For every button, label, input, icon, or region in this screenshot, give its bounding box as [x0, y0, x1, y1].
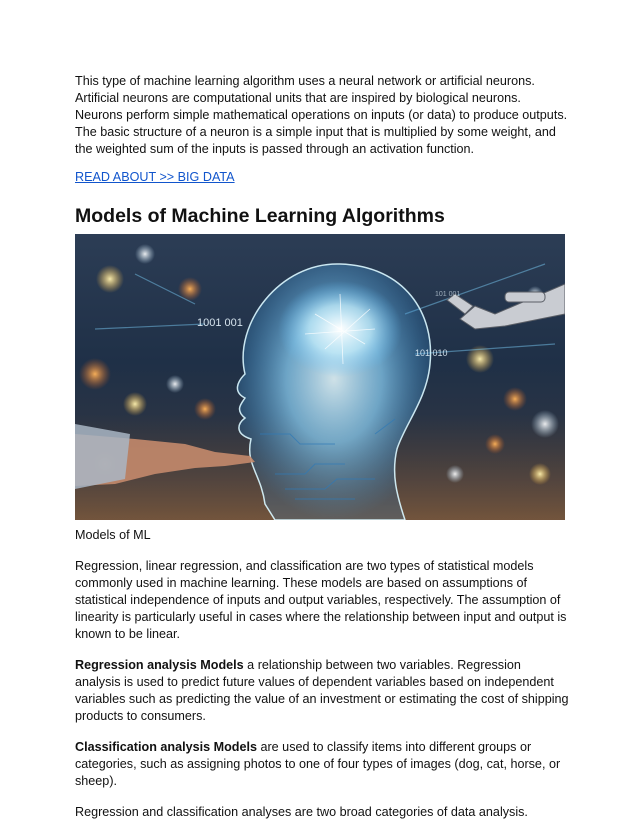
- big-data-link[interactable]: READ ABOUT >> BIG DATA: [75, 170, 235, 184]
- regression-text: a relationship between two variables. Regression analysis is used to predict future values of dependent variables based on independent variables such as predicting the value of an investment or estimating the cost of shipping products to consumers.: [75, 658, 569, 723]
- intro-paragraph: This type of machine learning algorithm uses a neural network or artificial neurons. Artificial neurons are computational units that are inspired by biological neurons. Neurons perform simple mathematical operations on inputs (or data) to produce outputs. The basic structure of a neuron is a simple input that is multiplied by some weight, and the weighted sum of the inputs is passed through an activation function.: [75, 74, 568, 156]
- regression-term: Regression analysis Models: [75, 658, 244, 672]
- classification-term: Classification analysis Models: [75, 740, 257, 754]
- binary-text-top: 101 001: [435, 291, 461, 298]
- ai-head-illustration: [75, 234, 565, 520]
- classification-paragraph: [75, 739, 569, 790]
- models-paragraph: Regression, linear regression, and classification are two types of statistical models commonly used in machine learning. These models are based on assumptions of statistical independence of inputs and output variables, respectively. The assumption of linearity is particularly useful in cases where the relationship between input and output is known to be linear.: [75, 559, 567, 641]
- binary-text-right: 101 010: [415, 348, 448, 358]
- regression-paragraph: [75, 657, 569, 725]
- image-caption: Models of ML: [75, 528, 151, 542]
- document-body: [75, 73, 569, 821]
- classification-text: are used to classify items into different groups or categories, such as assigning photos to one of four types of images (dog, cat, horse, or sheep).: [75, 740, 561, 788]
- closing-paragraph: Regression and classification analyses are two broad categories of data analysis.: [75, 805, 528, 819]
- section-heading: Models of Machine Learning Algorithms: [75, 205, 445, 227]
- binary-text-left: 1001 001: [197, 317, 243, 329]
